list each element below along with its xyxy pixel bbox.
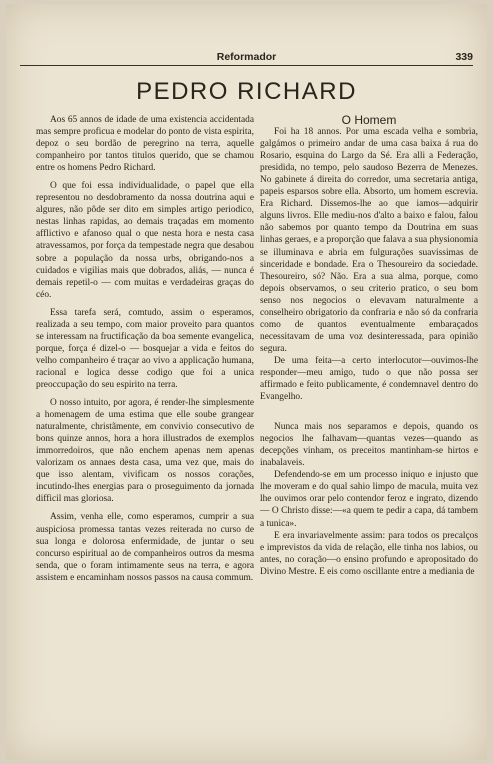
article-title: PEDRO RICHARD: [136, 78, 357, 105]
paragraph: Defendendo-se em um processo iniquo e injusto que lhe moveram e do qual sahio limpo de macula, muita vez lhe ouvimos orar pelo contendor feroz e ingrato, dizendo — O Christo disse:—«a quem te pedir a capa, dá tambem a tunica».: [260, 470, 478, 529]
section-heading: O Homem: [341, 113, 397, 127]
paragraph: Aos 65 annos de idade de uma existencia accidentada mas sempre proficua e modelar do ponto de vista espirita, depoz o seu bordão de peregrino na terra, aquelle companheiro por tantos titulos querido, que se chamou entre os homens Pedro Richard.: [36, 115, 254, 174]
paragraph: E era invariavelmente assim: para todos os precalços e imprevistos da vida de relação, elle tinha nos labios, ou antes, no coração—o ensino profundo e apropositado do Divino Mestre. E eis como oscillante entre a mediania de: [260, 530, 478, 577]
paragraph: Foi ha 18 annos. Por uma escada velha e sombria, galgámos o primeiro andar de uma casa baixa á rua do Rosario, esquina do Largo da Sé. Era alli a Federação, presidida, no tempo, pelo saudoso Bezerra de Menezes. No gabinete á direita do corredor, uma secretaria antiga, papeis esparsos sobre ella. Absorto, um homem escrevia. Era Richard. Dissemos-lhe ao que iamos—adquirir alguns livros. Elle mediu-nos d'alto a baixo e falou, falou não sabemos por quanto tempo da Doutrina em suas linhas geraes, e a proporção que falava a sua physionomia se illuminava e abria em fulgurações suavissimas de sinceridade e bondade. Era o Thesoureiro da sociedade. Thesoureiro, só? Não. Era a sua alma, porque, como depois observamos, o seu criterio pratico, o seu bom senso nos negocios o elevavam naturalmente a conselheiro obrigatorio da confraria e não só da confraria como de quantos eventualmente embaraçados necessitavam de uma voz desinteressada, para opinião segura.: [260, 127, 478, 354]
paragraph: O nosso intuito, por agora, é render-lhe simplesmente a homenagem de uma estima que elle soube grangear naturalmente, christãmente, em convivio consecutivo de bons quinze annos, hora a hora illustrados de exemplos immorredoiros, que não enchem apenas nem apenas valorizam os annaes desta casa, uma vez que, mais do que isso alentam, vivificam os nossos corações, incutindo-lhes energias para o proseguimento da jornada difficil mas gloriosa.: [36, 398, 254, 505]
left-column: [36, 114, 254, 584]
paragraph: Assim, venha elle, como esperamos, cumprir a sua auspiciosa promessa tantas vezes reiterada no curso de sua longa e dolorosa enfermidade, de juntar o seu concurso espiritual ao de companheiros outros da mesma senda, que o foram intimamente seus na terra, e agora assistem e encaminham nossos passos na causa commum.: [36, 512, 254, 583]
running-head: [20, 51, 473, 66]
document-page: [6, 4, 487, 760]
paragraph: Nunca mais nos separamos e depois, quando os negocios lhe falhavam—quantas vezes—quando as decepções vinham, os preceitos mantinham-se hirtos e inabalaveis.: [260, 422, 478, 469]
paragraph: De uma feita—a certo interlocutor—ouvimos-lhe responder—meu amigo, tudo o que não possa ser affirmado e feito publicamente, é condemnavel dentro do Evangelho.: [260, 355, 478, 403]
right-column: [260, 114, 478, 578]
paragraph: Essa tarefa será, comtudo, assim o esperamos, realizada a seu tempo, com maior proveito para quantos se interessam na fructificação da boa semente evangelica, porque, força é dizel-o — bosquejar a vida e feitos do velho companheiro é traçar ao vivo a applicação humana, racional e logica desse codigo que foi a unica preoccupação do seu espirito na terra.: [36, 307, 254, 390]
journal-name: Reformador: [216, 51, 277, 63]
paragraph: O que foi essa individualidade, o papel que ella representou no desdobramento da nossa doutrina aqui e algures, não pôde ser dito em simples artigo periodico, nestas linhas rapidas, ao demais traçadas em momento afflictivo e afanoso qual o que nesta hora e nesta casa atravessamos, por força da tempestade negra que desabou sobre a população da nossa urbs, obrigando-nos a cuidados e vigilias mais que dobrados, aliás, — nunca é demais repetil-o — com muitas e verdadeiras graças do céo.: [36, 181, 254, 300]
page-number: 339: [455, 51, 473, 63]
